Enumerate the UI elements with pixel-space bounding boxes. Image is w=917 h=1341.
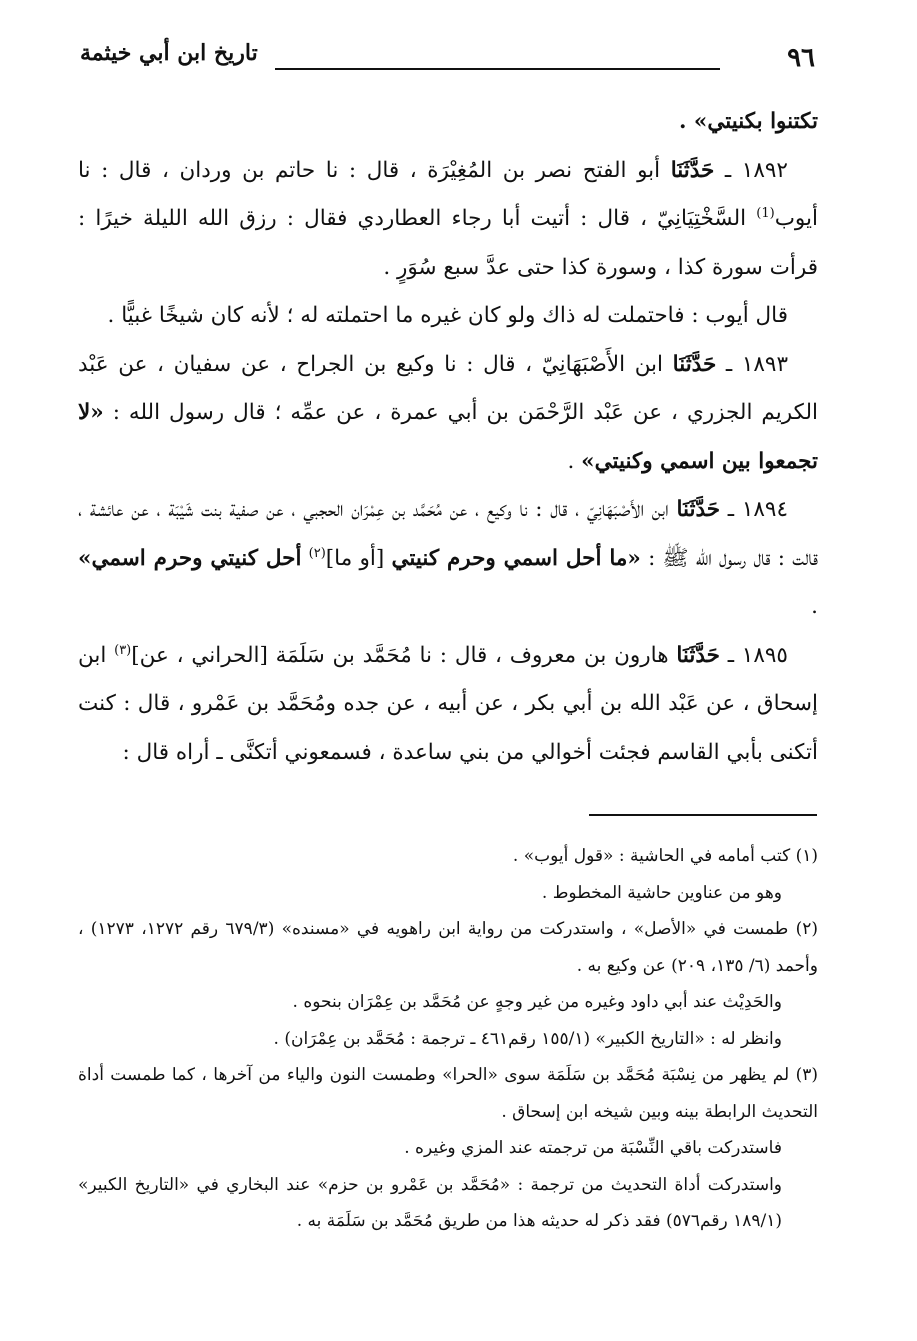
prophetic-quote: أحل كنيتي وحرم اسمي» bbox=[78, 545, 302, 571]
main-text bbox=[78, 98, 818, 777]
hadith-text: ابن إسحاق ، عن عَبْد الله بن أبي بكر ، عن أبيه ، عن جده ومُحَمَّد بن عَمْرو ، قال : كنت أتكنى بأبي القاسم فجئت أخوالي من بني ساعدة ، فسمعوني أتكنَّى ـ أراه قال : bbox=[78, 642, 818, 765]
haddathana-word: حَدَّثَنَا bbox=[670, 157, 715, 183]
prophetic-quote: «ما أحل اسمي وحرم كنيتي bbox=[391, 545, 641, 571]
footnote-1: (١) كتب أمامه في الحاشية : «قول أيوب» . bbox=[512, 846, 818, 866]
hadith-text: . bbox=[811, 594, 818, 619]
haddathana-word: حَدَّثَنَا bbox=[672, 351, 717, 377]
footnotes bbox=[78, 838, 818, 1240]
hadith-text: ابن الأَصْبَهَانِيّ ، قال : نا وكيع ، عن مُحَمَّد بن عِمْرَان الحجبي ، عن صفية بنت شَيْبَة ، عن عائشة ، قالت : قال رسول الله ﷺ : bbox=[78, 497, 818, 571]
footnote-rule bbox=[589, 814, 817, 816]
footnote-ref: (1) bbox=[756, 205, 775, 221]
hadith-text: هارون بن معروف ، قال : نا مُحَمَّد بن سَلَمَة [الحراني ، عن] bbox=[131, 642, 669, 668]
hadith-text: ابن الأَصْبَهَانِيّ ، قال : نا وكيع بن الجراح ، عن سفيان ، عن عَبْد الكريم الجزري ، عن عَبْد الرَّحْمَن بن أبي عمرة ، عن عمِّه ؛ قال رسول الله : bbox=[78, 351, 818, 425]
footnote-3: (٣) لم يظهر من نِسْبَة مُحَمَّد بن سَلَمَة سوى «الحرا» وطمست النون والياء من آخرها ، كما طمست أداة التحديث الرابطة بينه وبين شيخه ابن إسحاق . bbox=[78, 1065, 818, 1122]
footnote-1-continuation: وهو من عناوين حاشية المخطوط . bbox=[541, 882, 782, 903]
hadith-text: . bbox=[567, 448, 575, 474]
running-head bbox=[80, 38, 815, 78]
hadith-text: السَّخْتِيَانِيّ ، قال : أتيت أبا رجاء العطاردي فقال : رزق الله الليلة خيرًا : قرأت سورة كذا ، وسورة كذا حتى عدَّ سبع سُوَرٍ . bbox=[78, 206, 818, 280]
footnote-ref: (٣) bbox=[114, 642, 132, 658]
hadith-number: ١٨٩٥ ـ bbox=[727, 642, 788, 668]
hadith-1892 bbox=[78, 147, 818, 293]
footnote-2: (٢) طمست في «الأصل» ، واستدركت من رواية ابن راهويه في «مسنده» (٦٧٩/٣ رقم ١٢٧٢، ١٢٧٣) ، وأحمد (٦/ ١٣٥، ٢٠٩) عن وكيع به . bbox=[78, 919, 819, 976]
footnote-3-continuation: واستدركت أداة التحديث من ترجمة : «مُحَمَّد بن عَمْرو بن حزم» عند البخاري في «التاريخ الكبير» (١٨٩/١ رقم٥٧٦) فقد ذكر له حديثه هذا من طريق مُحَمَّد بن سَلَمَة به . bbox=[78, 1174, 782, 1231]
footnote-2-continuation: وانظر له : «التاريخ الكبير» (١٥٥/١ رقم٤٦١ ـ ترجمة : مُحَمَّد بن عِمْرَان) . bbox=[273, 1028, 782, 1049]
hadith-number: ١٨٩٣ ـ bbox=[725, 351, 789, 377]
prophetic-quote: «لا تجمعوا بين اسمي وكنيتي» bbox=[78, 400, 818, 474]
hadith-number: ١٨٩٤ ـ bbox=[727, 497, 789, 522]
hadith-1895 bbox=[78, 632, 818, 778]
page-number: ٩٦ bbox=[787, 43, 815, 73]
paragraph-continuation: تكتنوا بكنيتي» . bbox=[678, 109, 818, 134]
hadith-text: أبو الفتح نصر بن المُغِيْرَة ، قال : نا حاتم بن وردان ، قال : نا أيوب bbox=[78, 157, 818, 231]
haddathana-word: حَدَّثَنَا bbox=[676, 642, 720, 668]
bracketed-insertion: [أو ما] bbox=[325, 545, 385, 571]
hadith-1894 bbox=[78, 486, 818, 632]
footnote-2-continuation: والحَدِيْث عند أبي داود وغيره من غير وجهٍ عن مُحَمَّد بن عِمْرَان بنحوه . bbox=[292, 992, 782, 1012]
haddathana-word: حَدَّثَنَا bbox=[676, 497, 721, 522]
hadith-1893 bbox=[78, 341, 818, 487]
footnote-ref: (٢) bbox=[308, 545, 326, 561]
hadith-number: ١٨٩٢ ـ bbox=[724, 157, 788, 183]
book-title: تاريخ ابن أبي خيثمة bbox=[80, 40, 258, 66]
footnote-3-continuation: فاستدركت باقي النِّسْبَة من ترجمته عند المزي وغيره . bbox=[404, 1138, 782, 1158]
header-rule bbox=[275, 68, 720, 70]
ayyub-comment: قال أيوب : فاحتملت له ذاك ولو كان غيره ما احتملته له ؛ لأنه كان شيخًا غبيًّا . bbox=[107, 303, 788, 328]
